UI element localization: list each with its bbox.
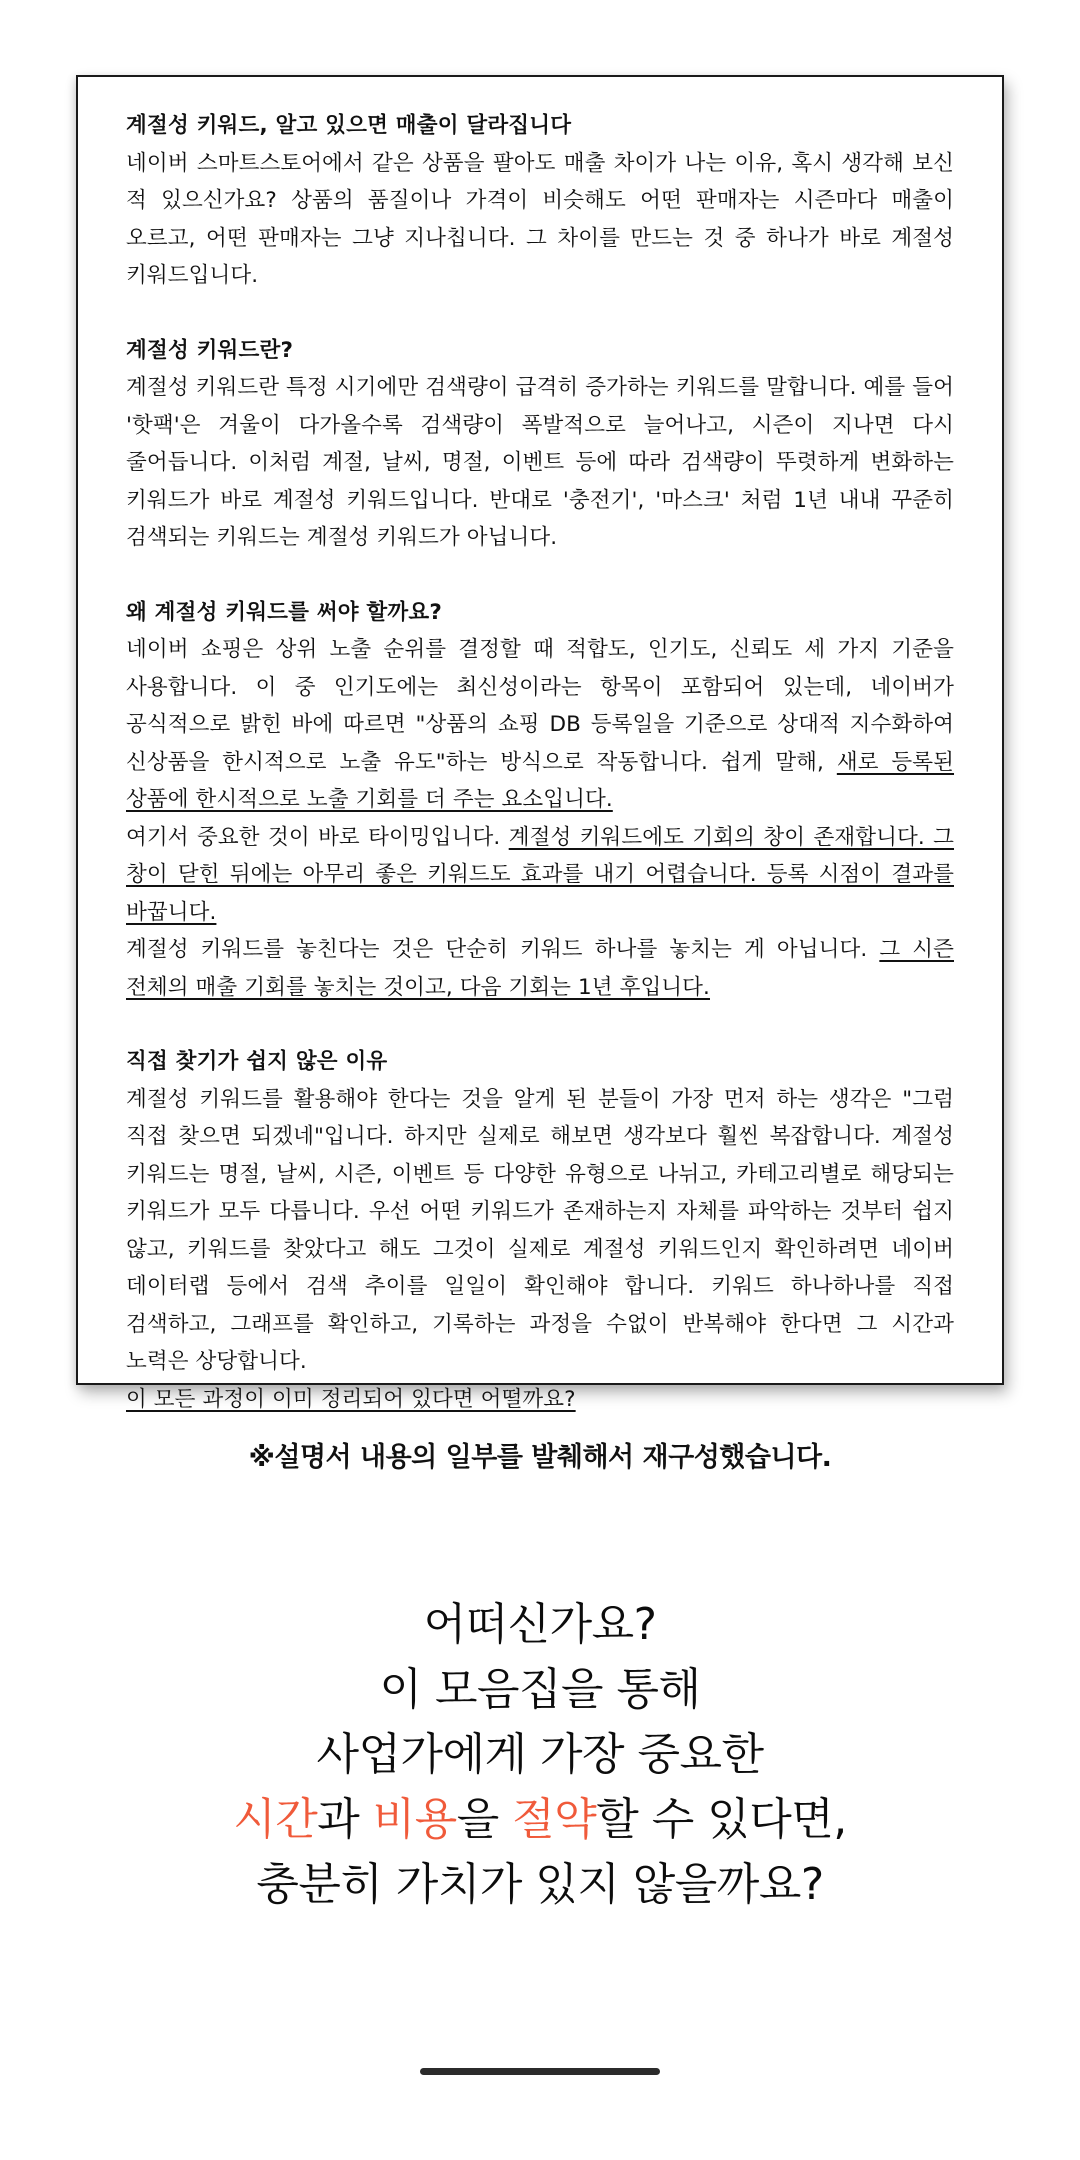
paragraph [126,819,954,932]
cta-line: 사업가에게 가장 중요한 [316,1729,764,1780]
paragraph [126,369,954,557]
cta-line-highlight [0,1787,1080,1852]
section-why [126,594,954,1007]
section-intro [126,107,954,295]
paragraph-text: 네이버 스마트스토어에서 같은 상품을 팔아도 매출 차이가 나는 이유, 혹시 생각해 보신 적 있으신가요? 상품의 품질이나 가격이 비슷해도 어떤 판매자는 시즌마다 매출이 오르고, 어떤 판매자는 그냥 지나칩니다. 그 차이를 만드는 것 중 하나가 바로 계절성 키워드입니다. [126,150,954,288]
underlined-emphasis: 이 모든 과정이 이미 정리되어 있다면 어떨까요? [126,1386,576,1412]
highlight-save: 절약 [512,1794,597,1845]
paragraph [126,931,954,1006]
cta-line: 어떠신가요? [423,1599,657,1650]
cta-text: 할 수 있다면, [596,1794,847,1845]
cta-text: 과 [317,1794,373,1845]
paragraph-text: 계절성 키워드란 특정 시기에만 검색량이 급격히 증가하는 키워드를 말합니다. 예를 들어 '핫팩'은 겨울이 다가올수록 검색량이 폭발적으로 늘어나고, 시즌이 지나면 다시 줄어듭니다. 이처럼 계절, 날씨, 명절, 이벤트 등에 따라 검색량이 뚜렷하게 변화하는 키워드가 바로 계절성 키워드입니다. 반대로 '충전기', '마스크' 처럼 1년 내내 꾸준히 검색되는 키워드는 계절성 키워드가 아닙니다. [126,375,954,550]
underlined-emphasis: 계절성 키워드에도 기회의 창이 존재합니다. 그 창이 닫힌 뒤에는 아무리 좋은 키워드도 효과를 내기 어렵습니다. 등록 시점이 결과를 바꿉니다. [126,824,955,925]
section-title: 왜 계절성 키워드를 써야 할까요? [126,599,443,625]
call-to-action [0,1592,1080,1917]
section-definition [126,332,954,557]
highlight-time: 시간 [233,1794,318,1845]
cta-line: 충분히 가치가 있지 않을까요? [256,1859,824,1910]
paragraph [126,1381,954,1419]
underlined-emphasis: 그 시즌 전체의 매출 기회를 놓치는 것이고, 다음 기회는 1년 후입니다. [126,937,954,1000]
paragraph-text: 네이버 쇼핑은 상위 노출 순위를 결정할 때 적합도, 인기도, 신뢰도 세 가지 기준을 사용합니다. 이 중 인기도에는 최신성이라는 항목이 포함되어 있는데, 네이버가 공식적으로 밝힌 바에 따르면 "상품의 쇼핑 DB 등록일을 기준으로 상대적 지수화하여 신상품을 한시적으로 노출 유도"하는 방식으로 작동합니다. 쉽게 말해, [126,637,954,775]
paragraph-text: 여기서 중요한 것이 바로 타이밍입니다. [126,824,509,850]
cta-text: 을 [456,1794,513,1845]
section-title: 직접 찾기가 쉽지 않은 이유 [126,1049,388,1074]
underlined-emphasis: 새로 등록된 상품에 한시적으로 노출 기회를 더 주는 요소입니다. [126,749,955,812]
paragraph [126,145,954,295]
paragraph [126,631,954,819]
highlight-cost: 비용 [372,1794,457,1845]
home-indicator-bar[interactable] [420,2068,660,2075]
paragraph-text: 계절성 키워드를 놓친다는 것은 단순히 키워드 하나를 놓치는 게 아닙니다. [126,937,880,962]
excerpt-note: ※설명서 내용의 일부를 발췌해서 재구성했습니다. [248,1442,832,1473]
excerpt-document-card [76,75,1004,1412]
cta-line: 이 모음집을 통해 [379,1664,701,1715]
section-title: 계절성 키워드란? [126,337,294,363]
section-title: 계절성 키워드, 알고 있으면 매출이 달라집니다 [126,113,572,138]
paragraph [126,1081,954,1381]
paragraph-text: 계절성 키워드를 활용해야 한다는 것을 알게 된 분들이 가장 먼저 하는 생각은 "그럼 직접 찾으면 되겠네"입니다. 하지만 실제로 해보면 생각보다 훨씬 복잡합니다. 계절성 키워드는 명절, 날씨, 시즌, 이벤트 등 다양한 유형으로 나뉘고, 카테고리별로 해당되는 키워드가 모두 다릅니다. 우선 어떤 키워드가 존재하는지 자체를 파악하는 것부터 쉽지 않고, 키워드를 찾았다고 해도 그것이 실제로 계절성 키워드인지 확인하려면 네이버 데이터랩 등에서 검색 추이를 일일이 확인해야 합니다. 키워드 하나하나를 직접 검색하고, 그래프를 확인하고, 기록하는 과정을 수없이 반복해야 한다면 그 시간과 노력은 상당합니다. [126,1086,954,1374]
section-difficulty [126,1043,954,1418]
